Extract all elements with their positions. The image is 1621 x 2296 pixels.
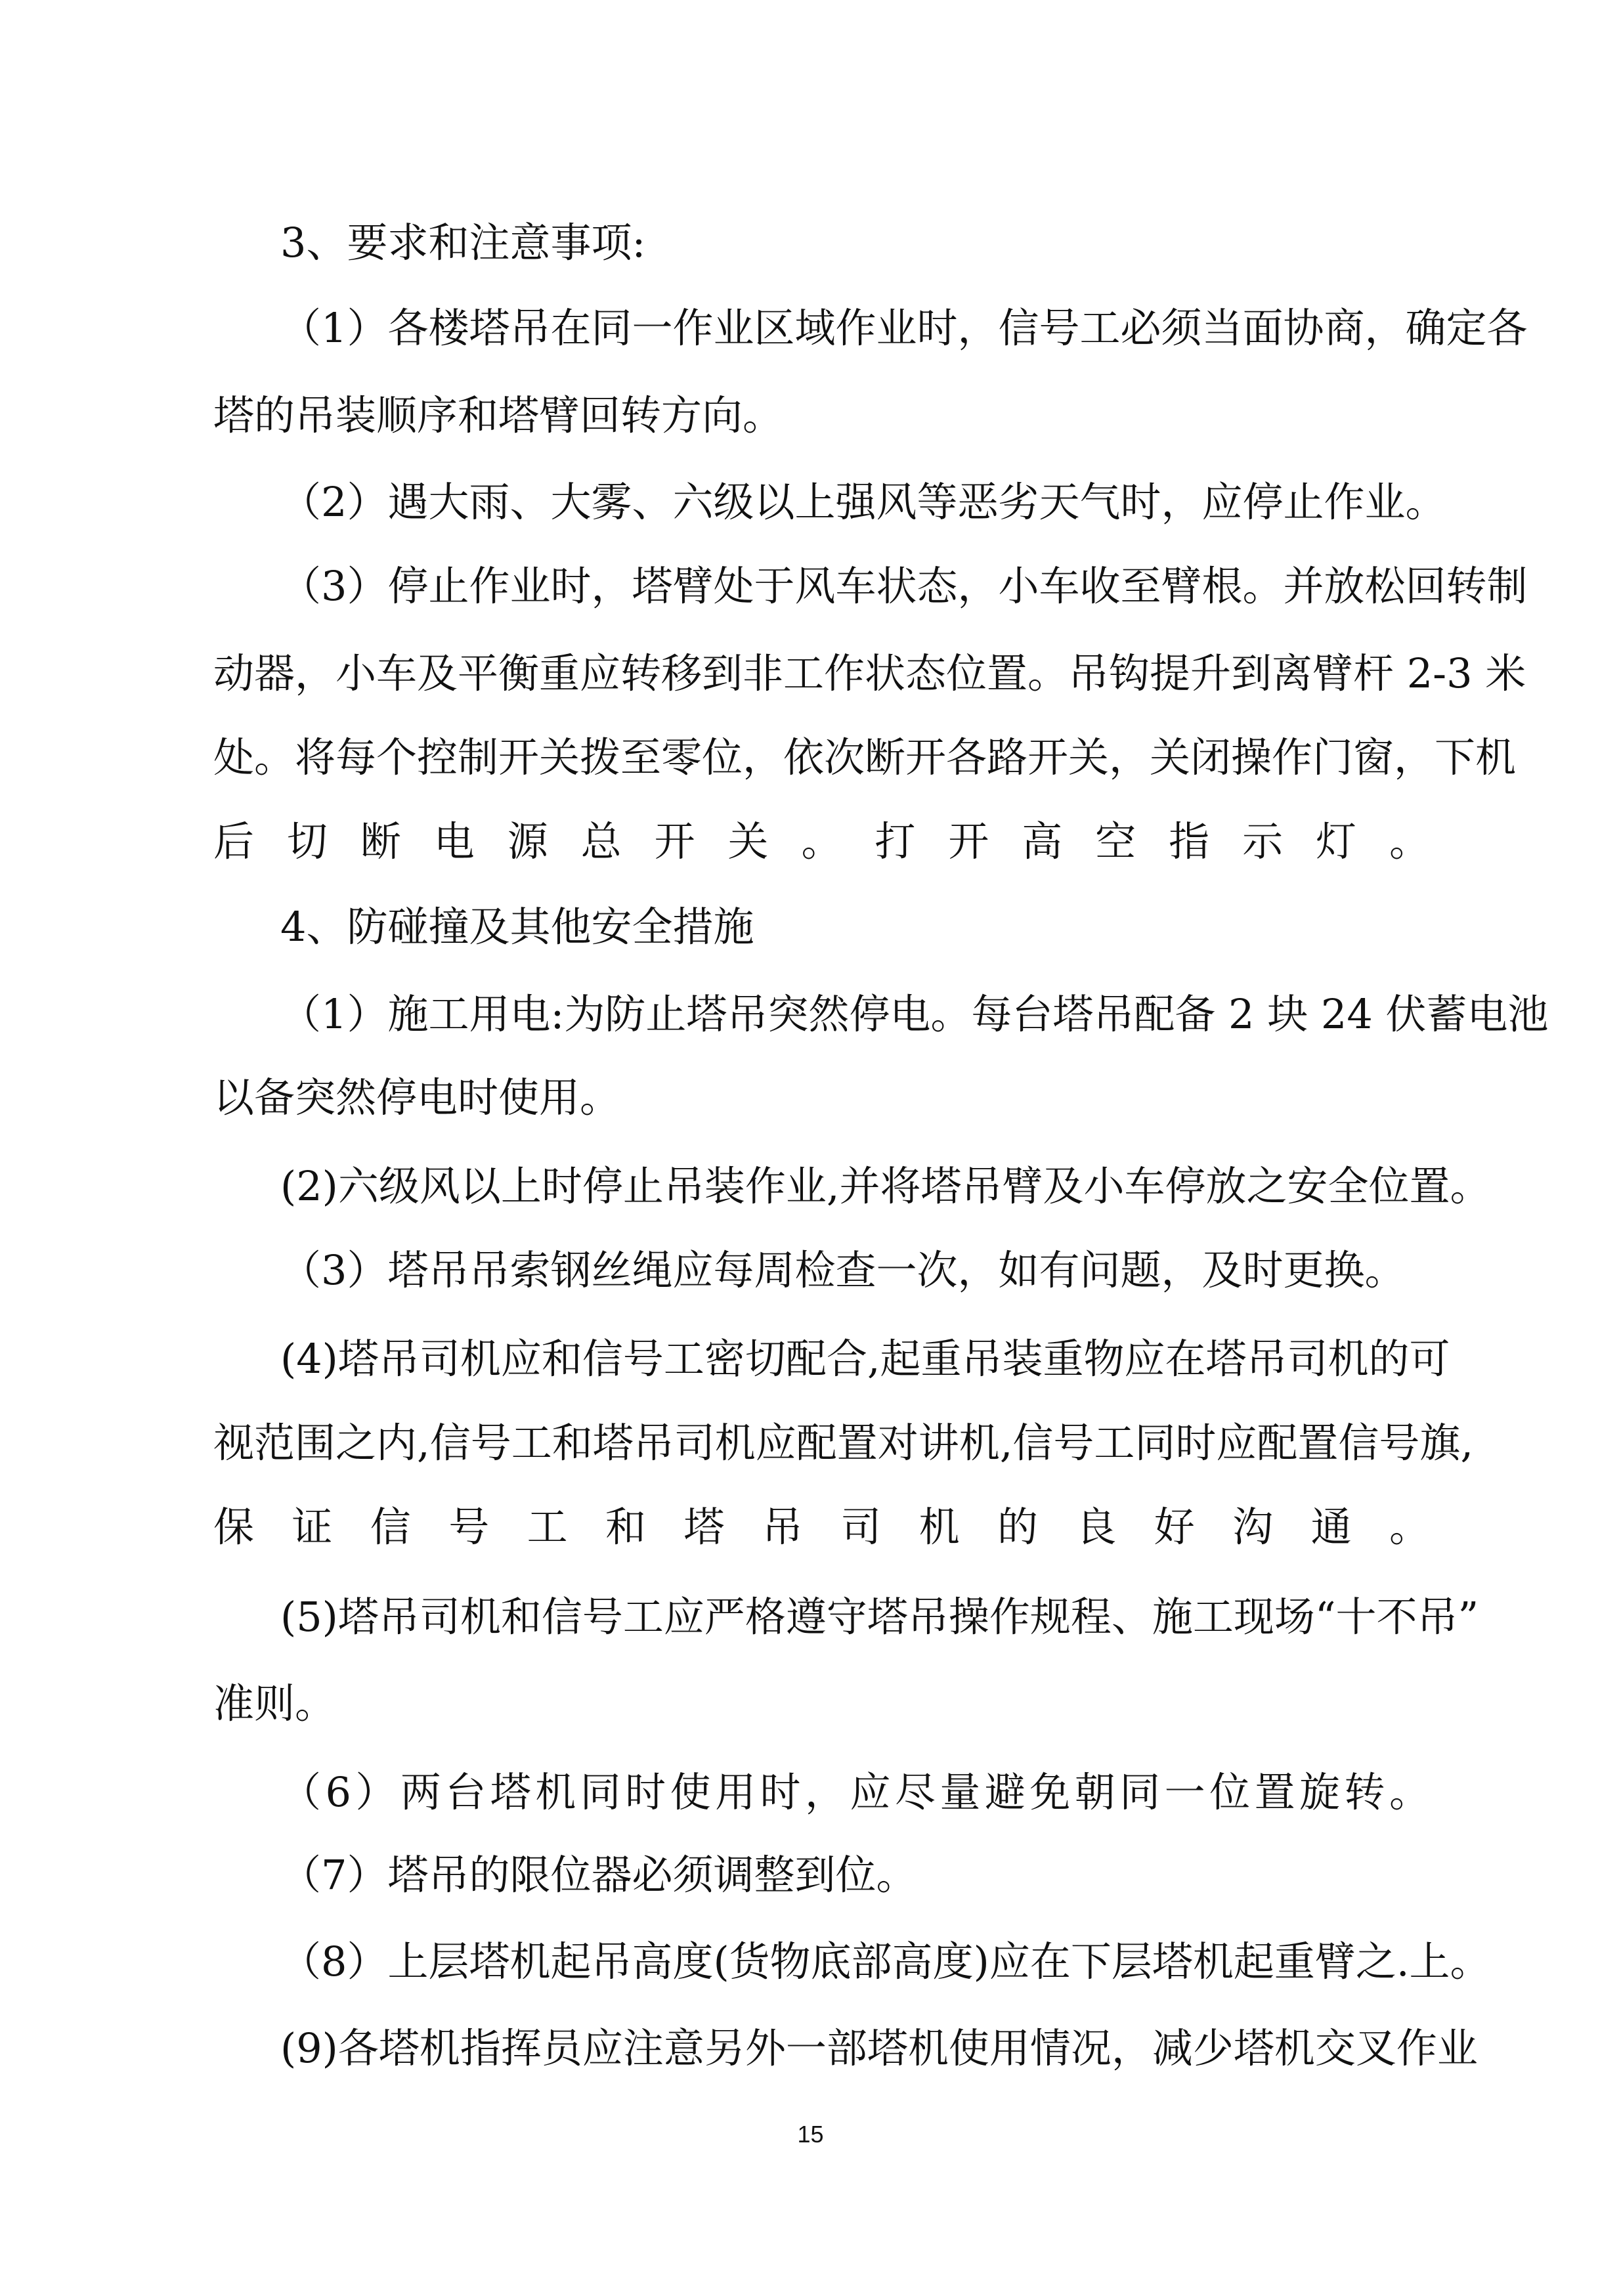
paragraph-line: 处。将每个控制开关拨至零位，依次断开各路开关，关闭操作门窗，下机 bbox=[213, 733, 1517, 781]
paragraph-line: (2)六级风以上时停止吊装作业,并将塔吊臂及小车停放之安全位置。 bbox=[280, 1162, 1491, 1210]
paragraph-line: (5)塔吊司机和信号工应严格遵守塔吊操作规程、施工现场“十不吊” bbox=[280, 1593, 1479, 1641]
paragraph-line: （2）遇大雨、大雾、六级以上强风等恶劣天气时，应停止作业。 bbox=[280, 478, 1446, 526]
paragraph-line: (4)塔吊司机应和信号工密切配合,起重吊装重物应在塔吊司机的可 bbox=[280, 1335, 1450, 1383]
page-number: 15 bbox=[797, 2121, 824, 2148]
paragraph-line: 塔的吊装顺序和塔臂回转方向。 bbox=[213, 391, 784, 439]
paragraph-line: （7）塔吊的限位器必须调整到位。 bbox=[280, 1851, 917, 1899]
paragraph-line: 视范围之内,信号工和塔吊司机应配置对讲机,信号工同时应配置信号旗, bbox=[213, 1419, 1474, 1467]
paragraph-line: （3）停止作业时，塔臂处于风车状态，小车收至臂根。并放松回转制 bbox=[280, 562, 1528, 610]
paragraph-line: （1）各楼塔吊在同一作业区域作业时，信号工必须当面协商，确定各 bbox=[280, 304, 1528, 352]
paragraph-line: （6）两台塔机同时使用时，应尽量避免朝同一位置旋转。 bbox=[280, 1768, 1430, 1816]
paragraph-line: 准则。 bbox=[213, 1679, 336, 1727]
paragraph-line: 3、要求和注意事项: bbox=[280, 219, 646, 267]
paragraph-line: （1）施工用电:为防止塔吊突然停电。每台塔吊配备 2 块 24 伏蓄电池 bbox=[280, 990, 1549, 1038]
paragraph-line: 以备突然停电时使用。 bbox=[213, 1073, 621, 1121]
paragraph-line: (9)各塔机指挥员应注意另外一部塔机使用情况，减少塔机交叉作业 bbox=[280, 2024, 1478, 2072]
paragraph-line: （3）塔吊吊索钢丝绳应每周检查一次，如有问题，及时更换。 bbox=[280, 1246, 1406, 1294]
paragraph-line: 4、防碰撞及其他安全措施 bbox=[280, 903, 754, 951]
paragraph-line: 保证信号工和塔吊司机的良好沟通。 bbox=[213, 1503, 1430, 1551]
paragraph-line: 后切断电源总开关。打开高空指示灯。 bbox=[213, 817, 1430, 865]
paragraph-line: （8）上层塔机起吊高度(货物底部高度)应在下层塔机起重臂之.上。 bbox=[280, 1938, 1491, 1985]
paragraph-line: 动器，小车及平衡重应转移到非工作状态位置。吊钩提升到离臂杆 2-3 米 bbox=[213, 649, 1526, 697]
